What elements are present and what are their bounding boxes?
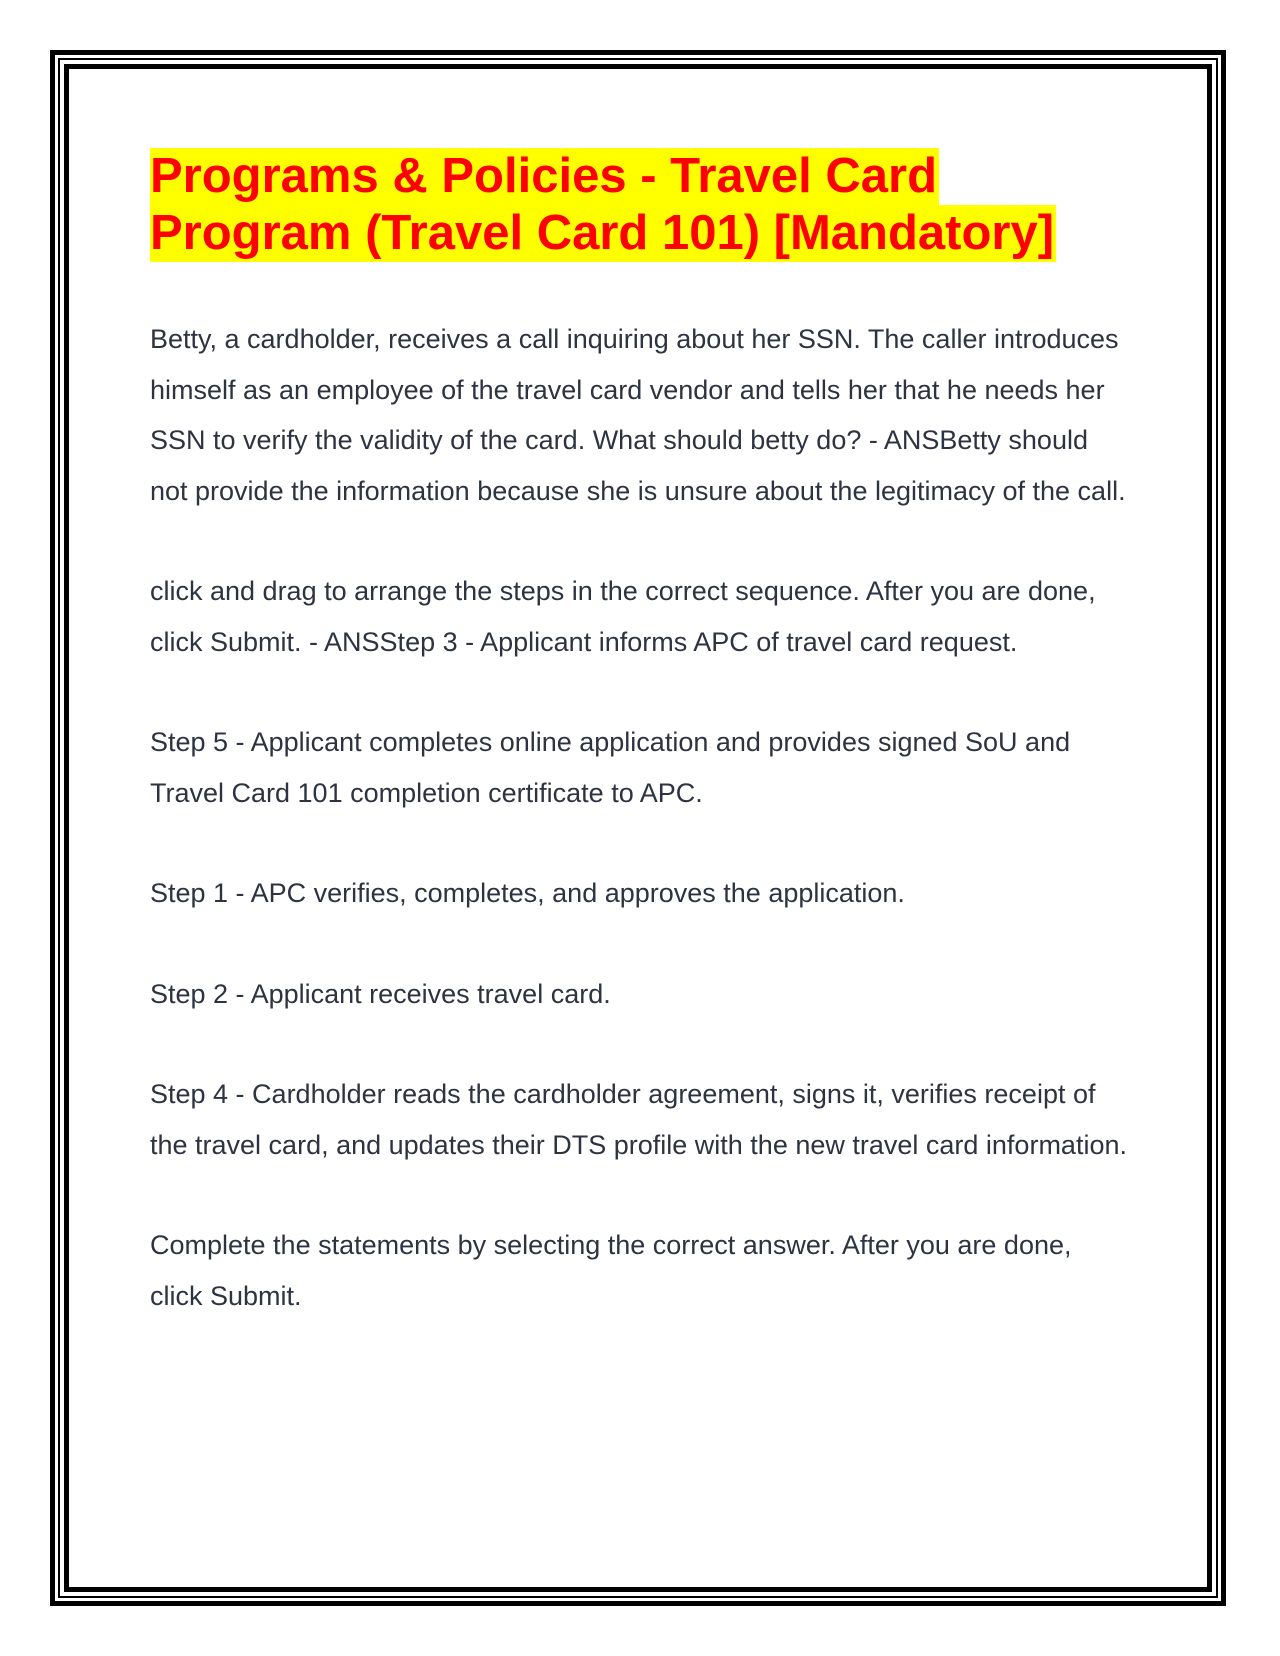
document-body: [150, 314, 1130, 1321]
paragraph-betty-ssn-question: Betty, a cardholder, receives a call inquiring about her SSN. The caller introduces himself as an employee of the travel card vendor and tells her that he needs her SSN to verify the validity of the card. What should betty do? - ANSBetty should not provide the information because she is unsure about the legitimacy of the call.: [150, 324, 1126, 506]
document-content: [150, 148, 1130, 1371]
document-title: [150, 148, 1130, 262]
paragraph-complete-statements: Complete the statements by selecting the correct answer. After you are done, click Submit.: [150, 1230, 1072, 1311]
paragraph-step-4: Step 4 - Cardholder reads the cardholder agreement, signs it, verifies receipt of the travel card, and updates their DTS profile with the new travel card information.: [150, 1079, 1127, 1160]
title-line-1: Programs & Policies - Travel Card: [150, 149, 938, 203]
paragraph-arrange-steps-question: click and drag to arrange the steps in the correct sequence. After you are done, click Submit. - ANSStep 3 - Applicant informs APC of travel card request.: [150, 576, 1096, 657]
paragraph-step-2: Step 2 - Applicant receives travel card.: [150, 978, 611, 1009]
paragraph-step-5: Step 5 - Applicant completes online application and provides signed SoU and Travel Card 101 completion certificate to APC.: [150, 727, 1071, 808]
title-line-2: Program (Travel Card 101) [Mandatory]: [150, 206, 1055, 260]
paragraph-step-1: Step 1 - APC verifies, completes, and approves the application.: [150, 878, 905, 908]
